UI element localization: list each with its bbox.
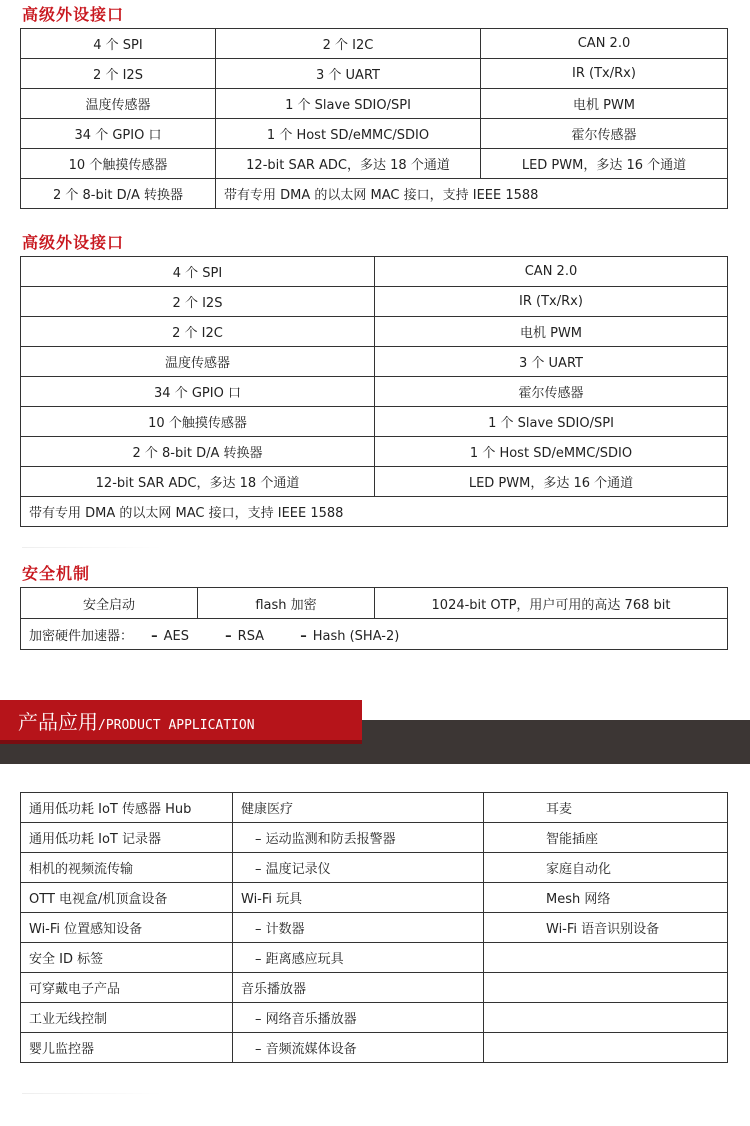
table-cell: 安全启动: [21, 588, 198, 619]
banner-shadow: [0, 740, 362, 744]
table-cell: 1 个 Slave SDIO/SPI: [216, 89, 481, 119]
table-row: [21, 913, 728, 943]
table-cell: 霍尔传感器: [375, 377, 728, 407]
banner-title: 产品应用/PRODUCT APPLICATION: [18, 710, 255, 734]
security-table: [20, 587, 728, 650]
table-row: [21, 347, 728, 377]
table-cell: 1 个 Host SD/eMMC/SDIO: [375, 437, 728, 467]
table-row: [21, 1033, 728, 1063]
table-row: [21, 853, 728, 883]
table-cell: Wi-Fi 语音识别设备: [484, 913, 728, 943]
table-row: [21, 179, 728, 209]
algo-rsa: – RSA: [225, 628, 265, 644]
table-cell: 1 个 Host SD/eMMC/SDIO: [216, 119, 481, 149]
table-row: [21, 973, 728, 1003]
table-cell: IR (Tx/Rx): [375, 287, 728, 317]
table-cell: LED PWM，多达 16 个通道: [481, 149, 728, 179]
table-cell: 3 个 UART: [216, 59, 481, 89]
table-cell: 温度传感器: [21, 347, 375, 377]
table-row: [21, 59, 728, 89]
table-row: [21, 89, 728, 119]
algo-hash: – Hash (SHA-2): [300, 628, 400, 644]
table-cell: 10 个触摸传感器: [21, 149, 216, 179]
table-cell: 可穿戴电子产品: [21, 973, 233, 1003]
table-cell: 2 个 I2C: [21, 317, 375, 347]
banner-subtitle: /PRODUCT APPLICATION: [98, 718, 255, 733]
table-row: [21, 823, 728, 853]
table-cell: – 音频流媒体设备: [233, 1033, 484, 1063]
table-cell: 家庭自动化: [484, 853, 728, 883]
table-cell: 通用低功耗 IoT 传感器 Hub: [21, 793, 233, 823]
table-row: [21, 317, 728, 347]
table-cell: 2 个 I2S: [21, 287, 375, 317]
table-cell: 12-bit SAR ADC，多达 18 个通道: [21, 467, 375, 497]
table-cell: 2 个 I2S: [21, 59, 216, 89]
table-cell: – 距离感应玩具: [233, 943, 484, 973]
table-cell: 电机 PWM: [481, 89, 728, 119]
table-cell: 1024-bit OTP，用户可用的高达 768 bit: [375, 588, 728, 619]
table-row: [21, 883, 728, 913]
table-cell: 工业无线控制: [21, 1003, 233, 1033]
table-cell: Mesh 网络: [484, 883, 728, 913]
table-row: [21, 943, 728, 973]
table-row: [21, 1003, 728, 1033]
table-cell: 12-bit SAR ADC，多达 18 个通道: [216, 149, 481, 179]
section-title-security: 安全机制: [22, 564, 91, 583]
table-cell: 霍尔传感器: [481, 119, 728, 149]
table-cell: – 运动监测和防丢报警器: [233, 823, 484, 853]
table-cell: 3 个 UART: [375, 347, 728, 377]
table-row: [21, 407, 728, 437]
crypto-accelerator-label: 加密硬件加速器：: [29, 628, 134, 644]
table-row: [21, 437, 728, 467]
table-cell: CAN 2.0: [481, 29, 728, 59]
table-cell: 2 个 8-bit D/A 转换器: [21, 179, 216, 209]
table-cell: 34 个 GPIO 口: [21, 119, 216, 149]
table-cell: 温度传感器: [21, 89, 216, 119]
table-cell: 安全 ID 标签: [21, 943, 233, 973]
table-cell: flash 加密: [198, 588, 375, 619]
table-row: [21, 29, 728, 59]
table-cell: [484, 1033, 728, 1063]
table-row: [21, 497, 728, 527]
table-row: [21, 467, 728, 497]
table-row: [21, 377, 728, 407]
table-row: [21, 287, 728, 317]
table-cell: [484, 973, 728, 1003]
peripherals-table-2col: [20, 256, 728, 527]
divider: [22, 547, 162, 548]
algo-aes: – AES: [151, 628, 190, 644]
table-cell: 音乐播放器: [233, 973, 484, 1003]
product-application-banner: [0, 700, 750, 764]
table-row: [21, 793, 728, 823]
table-cell: 带有专用 DMA 的以太网 MAC 接口，支持 IEEE 1588: [21, 497, 728, 527]
table-cell: LED PWM，多达 16 个通道: [375, 467, 728, 497]
table-cell: 健康医疗: [233, 793, 484, 823]
table-cell: IR (Tx/Rx): [481, 59, 728, 89]
table-cell: OTT 电视盒/机顶盒设备: [21, 883, 233, 913]
table-cell: 10 个触摸传感器: [21, 407, 375, 437]
table-cell: 2 个 8-bit D/A 转换器: [21, 437, 375, 467]
table-cell: 通用低功耗 IoT 记录器: [21, 823, 233, 853]
table-cell: 带有专用 DMA 的以太网 MAC 接口，支持 IEEE 1588: [216, 179, 728, 209]
table-cell: 婴儿监控器: [21, 1033, 233, 1063]
table-cell: 相机的视频流传输: [21, 853, 233, 883]
table-cell: 4 个 SPI: [21, 257, 375, 287]
table-row: [21, 619, 728, 650]
table-cell: 智能插座: [484, 823, 728, 853]
peripherals-table-3col: [20, 28, 728, 209]
table-row: [21, 257, 728, 287]
section-title-peripherals-2: 高级外设接口: [22, 233, 125, 252]
crypto-accelerator-cell: [21, 619, 728, 650]
table-row: [21, 588, 728, 619]
table-cell: Wi-Fi 玩具: [233, 883, 484, 913]
table-cell: 4 个 SPI: [21, 29, 216, 59]
applications-table: [20, 792, 728, 1063]
table-cell: – 计数器: [233, 913, 484, 943]
table-cell: 2 个 I2C: [216, 29, 481, 59]
table-cell: [484, 1003, 728, 1033]
divider-bottom: [22, 1093, 162, 1094]
table-cell: – 温度记录仪: [233, 853, 484, 883]
table-cell: [484, 943, 728, 973]
table-cell: Wi-Fi 位置感知设备: [21, 913, 233, 943]
table-cell: CAN 2.0: [375, 257, 728, 287]
section-title-peripherals: 高级外设接口: [22, 5, 125, 24]
table-cell: 1 个 Slave SDIO/SPI: [375, 407, 728, 437]
table-cell: 电机 PWM: [375, 317, 728, 347]
table-row: [21, 149, 728, 179]
table-cell: 耳麦: [484, 793, 728, 823]
table-cell: – 网络音乐播放器: [233, 1003, 484, 1033]
table-cell: 34 个 GPIO 口: [21, 377, 375, 407]
table-row: [21, 119, 728, 149]
